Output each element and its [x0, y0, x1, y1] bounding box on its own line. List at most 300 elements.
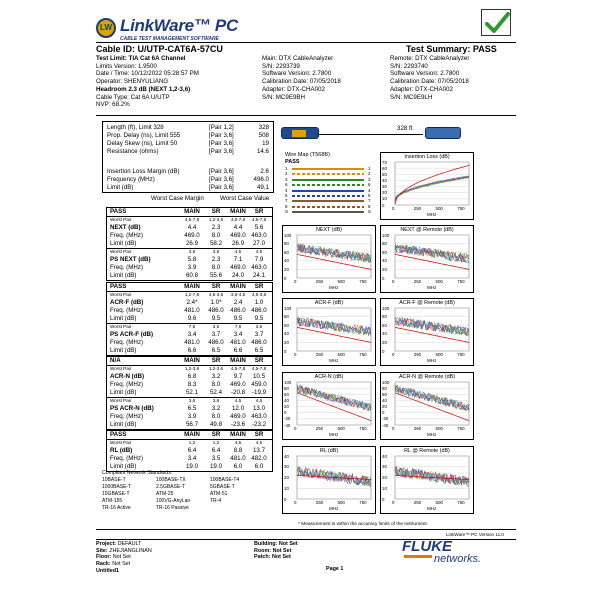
main-unit-icon — [281, 127, 319, 139]
table-row — [107, 357, 272, 365]
cell-value: 10.5 — [252, 373, 266, 380]
cell-value: 5.6 — [254, 224, 264, 231]
cell-value: 19.0 — [185, 463, 199, 470]
cell-value: 3.7 — [211, 331, 221, 338]
network-standard: 2.5GBASE-T — [156, 484, 185, 490]
x-tick-label: 250 — [315, 500, 324, 505]
x-tick-label: 750 — [359, 352, 367, 357]
y-tick-label: 20 — [382, 190, 387, 196]
footer-rule — [96, 539, 516, 540]
cell-value: MAIN — [230, 431, 246, 438]
row-label: Freq. (MHz) — [110, 455, 143, 462]
cell-value: 52.1 — [185, 389, 199, 396]
cell-value: 6.4 — [187, 447, 197, 454]
x-tick-label: 0 — [294, 500, 297, 505]
footer-field — [96, 568, 152, 575]
y-tick-label: 0 — [382, 202, 385, 208]
cell-value: -19.9 — [251, 389, 267, 396]
table-row — [107, 373, 272, 381]
footer-field-label: Room: — [254, 547, 272, 554]
graph-panel — [282, 225, 376, 293]
cell-value: 27.0 — [252, 240, 266, 247]
table-row — [107, 232, 272, 240]
row-label: ACR-N (dB) — [110, 373, 145, 380]
x-axis-label: MHz — [329, 432, 339, 437]
y-tick-label: 60 — [284, 391, 289, 397]
stat-value: 496.0 — [253, 176, 269, 183]
linkware-logo — [96, 14, 296, 44]
y-tick-label: 20 — [382, 266, 387, 272]
x-tick-label: 750 — [359, 500, 367, 505]
cell-value: 1,2-3,6 — [208, 366, 224, 371]
cell-value: 3,6 — [212, 249, 220, 254]
cell-value: 486.0 — [230, 307, 246, 314]
stat-label: Prop. Delay (ns), Limit 555 — [107, 132, 181, 139]
header-rule — [96, 42, 516, 43]
y-tick-label: 0 — [284, 275, 287, 281]
cell-value: 8.0 — [211, 381, 221, 388]
cell-value: 12.0 — [231, 405, 245, 412]
y-tick-label: 30 — [382, 464, 387, 470]
test-info — [96, 55, 199, 109]
y-tick-label: 100 — [284, 305, 292, 311]
x-tick-label: 500 — [337, 426, 345, 431]
cell-value: 4,5 — [255, 249, 263, 254]
cell-value: 2.4* — [186, 299, 198, 306]
y-tick-label: 20 — [382, 475, 387, 480]
row-separator — [107, 323, 272, 324]
footer-field-value: Untitled1 — [96, 567, 120, 574]
wire-pair-line — [292, 173, 364, 175]
cell-value: 6.5 — [211, 347, 221, 354]
cell-value: 463.0 — [251, 413, 267, 420]
table-row — [107, 240, 272, 248]
cell-value: SR — [254, 283, 264, 290]
footer-field-value: Not Set — [271, 554, 291, 561]
cell-value: 3.9 — [187, 264, 197, 271]
cell-value: 4,5-7,8 — [251, 366, 267, 371]
y-tick-label: 100 — [382, 379, 390, 385]
stat-label: Insertion Loss Margin (dB) — [107, 168, 180, 175]
cell-value: 7,8 — [234, 324, 242, 329]
cell-value: 24.0 — [231, 272, 245, 279]
table-row — [107, 264, 272, 272]
x-tick-label: 500 — [337, 279, 345, 284]
footer-field — [96, 554, 152, 561]
wire-pin-right: 8 — [368, 203, 371, 209]
cell-value: 4,5-7,8 — [230, 217, 246, 222]
cell-value: 4.4 — [187, 224, 197, 231]
x-axis-label: MHz — [427, 506, 437, 511]
y-tick-label: 40 — [284, 331, 289, 337]
cell-value: MAIN — [184, 208, 200, 215]
y-tick-label: 60 — [382, 322, 387, 328]
cell-value: 58.2 — [209, 240, 223, 247]
cell-value: 3.9 — [187, 413, 197, 420]
footer-field-value: Not Set — [278, 541, 298, 547]
network-standard: 5GBASE-T — [210, 484, 235, 490]
remote-info-line: Remote: DTX CableAnalyzer — [390, 55, 470, 62]
cell-value: 6.6 — [187, 347, 197, 354]
cell-value: 4,5 — [234, 398, 242, 403]
main-unit-info — [262, 55, 341, 101]
cell-value: SR — [254, 357, 264, 364]
main-info-line: Software Version: 2.7800 — [262, 70, 332, 78]
stat-pair: [Pair 3,6] — [209, 140, 234, 147]
graph-panel — [380, 298, 474, 366]
y-tick-label: 80 — [284, 385, 289, 391]
x-tick-label: 250 — [315, 279, 324, 284]
cell-value: 481.0 — [230, 339, 246, 346]
graph-title: ACR-F (dB) — [314, 300, 344, 306]
row-label: PASS — [110, 208, 127, 215]
cell-value: MAIN — [230, 357, 246, 364]
cell-value: 3,6 — [188, 398, 196, 403]
y-tick-label: 70 — [382, 159, 387, 165]
x-axis-label: MHz — [329, 285, 339, 290]
y-tick-label: -20 — [382, 416, 389, 422]
y-tick-label: 0 — [382, 410, 385, 416]
x-tick-label: 500 — [435, 426, 443, 431]
y-tick-label: 30 — [284, 464, 289, 470]
y-tick-label: 100 — [382, 305, 390, 311]
remote-unit-icon — [425, 127, 461, 139]
table-row — [107, 339, 272, 347]
row-label: Limit (dB) — [110, 389, 137, 396]
wire-map — [284, 152, 376, 217]
wire-map-title: Wire Map (T568B) — [285, 152, 330, 158]
wire-pin-left: 3 — [285, 176, 288, 182]
cell-value: 9.7 — [233, 373, 243, 380]
stat-label: Resistance (ohms) — [107, 148, 159, 155]
y-tick-label: 10 — [382, 485, 387, 491]
stat-pair: [Pair 3,6] — [209, 148, 234, 155]
cell-value: 459.0 — [251, 381, 267, 388]
cell-value: 3,6 — [212, 398, 220, 403]
cell-value: 1,2 — [212, 440, 220, 445]
cell-value: SR — [254, 208, 264, 215]
table-row — [107, 307, 272, 315]
network-standard: 10GBASE-T — [102, 491, 130, 497]
cell-value: 3,6 — [188, 249, 196, 254]
graph-panel — [380, 225, 474, 293]
footer-field — [96, 548, 152, 555]
table-row — [107, 315, 272, 323]
table-row — [107, 397, 272, 405]
cell-value: 3.2 — [211, 405, 221, 412]
table-row — [107, 447, 272, 455]
x-tick-label: 250 — [413, 352, 422, 357]
cell-value: MAIN — [184, 357, 200, 364]
y-tick-label: 10 — [382, 196, 387, 202]
row-label: N/A — [110, 357, 121, 364]
row-label: PS ACR-F (dB) — [110, 331, 154, 338]
row-label: PS NEXT (dB) — [110, 256, 151, 263]
wire-pin-left: S — [285, 209, 289, 215]
wire-pair-line — [292, 184, 364, 186]
check-icon — [481, 9, 511, 36]
cell-value: MAIN — [184, 283, 200, 290]
x-tick-label: 0 — [294, 279, 297, 284]
table-row — [107, 365, 272, 373]
cell-value: SR — [211, 208, 221, 215]
cell-value: -23.6 — [230, 421, 246, 428]
x-tick-label: 0 — [392, 352, 395, 357]
remote-info-line: S/N: MC9E9LH — [390, 93, 433, 101]
wire-pair-line — [292, 190, 364, 192]
y-tick-label: 20 — [382, 339, 387, 345]
network-standard: TR-4 — [210, 498, 222, 504]
row-label: Worst Pair — [110, 292, 132, 297]
y-tick-label: 0 — [382, 348, 385, 354]
table-row — [107, 323, 272, 331]
x-tick-label: 250 — [413, 206, 422, 211]
y-tick-label: 80 — [284, 241, 289, 247]
row-label: Freq. (MHz) — [110, 264, 143, 271]
cell-value: 463.0 — [251, 232, 267, 239]
cell-value: 4,5-7,8 — [184, 217, 200, 222]
cell-value: 486.0 — [251, 307, 267, 314]
y-tick-label: 20 — [284, 404, 289, 410]
result-table — [106, 430, 273, 472]
footer-field-value: DEFAULT — [117, 541, 142, 547]
row-label: ACR-F (dB) — [110, 299, 144, 306]
cable-id: Cable ID: U/UTP-CAT6A-57CU — [96, 44, 223, 54]
cell-value: 1.0* — [210, 299, 222, 306]
y-tick-label: 20 — [284, 266, 289, 272]
stat-label: Limit (dB) — [107, 184, 134, 191]
x-tick-label: 250 — [413, 500, 422, 505]
y-tick-label: 40 — [284, 258, 289, 264]
row-label: NEXT (dB) — [110, 224, 141, 231]
cell-value: -23.2 — [251, 421, 267, 428]
footer-field-label: Site: — [96, 547, 108, 554]
row-label: Limit (dB) — [110, 240, 137, 247]
cell-value: 6.5 — [187, 405, 197, 412]
lw-badge-icon: LW — [96, 18, 116, 38]
table-row — [107, 331, 272, 339]
y-tick-label: 0 — [382, 496, 385, 502]
x-axis-label: MHz — [329, 358, 339, 363]
cell-value: 481.0 — [230, 455, 246, 462]
cell-value: 4,5-7,8 — [230, 366, 246, 371]
graph-panel — [282, 446, 376, 514]
x-tick-label: 500 — [337, 352, 345, 357]
main-info-line: S/N: MC9E9BH — [262, 93, 305, 101]
y-tick-label: 0 — [382, 275, 385, 281]
cell-value: MAIN — [230, 208, 246, 215]
fluke-logo: FLUKE — [402, 538, 452, 555]
cell-value: SR — [254, 431, 264, 438]
row-label: Limit (dB) — [110, 421, 137, 428]
table-row — [107, 431, 272, 439]
cell-value: 1,2-3,6 — [184, 366, 200, 371]
x-tick-label: 0 — [294, 352, 297, 357]
stat-pair: [Pair 3,6] — [209, 176, 234, 183]
worst-value-header: Worst Case Value — [220, 195, 270, 202]
cell-value: 3.2 — [211, 373, 221, 380]
test-info-line: NVP: 68.2% — [96, 101, 130, 109]
network-standard: TR-16 Passive — [156, 505, 189, 511]
row-label: Limit (dB) — [110, 315, 137, 322]
cell-value: 1,2-7,8 — [184, 292, 200, 297]
y-tick-label: 0 — [284, 410, 287, 416]
y-tick-label: 40 — [382, 258, 387, 264]
network-standard: ATM-155 — [102, 498, 123, 504]
cell-value: 9.5 — [211, 315, 221, 322]
row-label: Worst Pair — [110, 440, 132, 445]
y-tick-label: 10 — [284, 485, 289, 491]
cell-value: 486.0 — [208, 339, 224, 346]
graph-title: NEXT (dB) — [316, 227, 342, 233]
stat-label: Frequency (MHz) — [107, 176, 155, 183]
x-tick-label: 250 — [315, 352, 324, 357]
footer-field-label: Rack: — [96, 561, 111, 568]
x-axis-label: MHz — [427, 432, 437, 437]
footer-field-value: Not Set — [272, 547, 292, 554]
cell-value: 7.1 — [233, 256, 243, 263]
cell-value: 56.7 — [185, 421, 199, 428]
cell-value: MAIN — [184, 431, 200, 438]
row-label: Worst Pair — [110, 249, 132, 254]
table-row — [107, 421, 272, 429]
main-info-line: Adapter: DTX-CHA002 — [262, 85, 325, 93]
table-row — [107, 291, 272, 299]
cell-value: 3.7 — [254, 331, 264, 338]
row-label: Limit (dB) — [110, 463, 137, 470]
cable-diagram — [279, 121, 463, 147]
y-tick-label: 100 — [382, 232, 390, 238]
network-standard: 100BASE-TX — [156, 477, 186, 483]
wire-pair-line — [292, 195, 364, 197]
cell-value: 3,6-4,5 — [230, 292, 246, 297]
footer-location-info — [254, 541, 298, 561]
stat-value: 19 — [262, 140, 269, 147]
graph-panel — [282, 298, 376, 366]
table-row — [107, 439, 272, 447]
cell-value: 6.0 — [254, 463, 264, 470]
x-axis-label: MHz — [329, 506, 339, 511]
wire-pin-right: 6 — [368, 182, 371, 188]
wire-pin-left: 6 — [285, 182, 288, 188]
x-tick-label: 750 — [457, 500, 465, 505]
cell-value: 55.6 — [209, 272, 223, 279]
cell-value: 8.8 — [233, 447, 243, 454]
x-tick-label: 250 — [413, 279, 422, 284]
standards-title: Compliant Network Standards: — [102, 470, 173, 476]
y-tick-label: 0 — [284, 348, 287, 354]
row-label: Worst Pair — [110, 324, 132, 329]
footer-field-label: Patch: — [254, 554, 271, 561]
remote-info-line: Software Version: 2.7800 — [390, 70, 460, 78]
cell-value: MAIN — [230, 283, 246, 290]
result-table — [106, 356, 273, 430]
footer-project-info — [96, 541, 152, 575]
footer-field-value: ZHEJIANGLINAN — [109, 547, 152, 554]
x-tick-label: 750 — [457, 279, 465, 284]
y-tick-label: 60 — [382, 391, 387, 397]
cell-value: 469.0 — [230, 413, 246, 420]
footer-field — [254, 554, 298, 561]
cell-value: 19.0 — [209, 463, 223, 470]
y-tick-label: 40 — [382, 177, 387, 183]
stat-value: 508 — [258, 132, 269, 139]
cell-value: 3.4 — [187, 331, 197, 338]
footer-field — [254, 541, 298, 548]
graph-title: RL (dB) — [319, 448, 339, 454]
cell-value: 8.0 — [211, 413, 221, 420]
cell-value: 6.0 — [233, 463, 243, 470]
cell-value: SR — [211, 431, 221, 438]
test-info-line: Limits Version: 1.9500 — [96, 62, 157, 70]
y-tick-label: 80 — [382, 241, 387, 247]
table-row — [107, 216, 272, 224]
x-axis-label: MHz — [427, 358, 437, 363]
y-tick-label: 40 — [284, 397, 289, 403]
y-tick-label: 20 — [382, 404, 387, 410]
wire-pair-line — [292, 206, 364, 208]
x-tick-label: 750 — [359, 426, 367, 431]
y-tick-label: 60 — [284, 322, 289, 328]
x-tick-label: 0 — [392, 279, 395, 284]
cell-value: 4,5-7,8 — [251, 217, 267, 222]
graph-panel — [282, 372, 376, 440]
graph-title: ACR-N @ Remote (dB) — [398, 374, 456, 380]
cell-value: 481.0 — [184, 307, 200, 314]
cell-value: 2.3 — [211, 224, 221, 231]
y-tick-label: 100 — [284, 379, 292, 385]
wire-map-status: PASS — [285, 159, 300, 165]
row-label: Worst Pair — [110, 366, 132, 371]
accuracy-footnote: * Measurement is within the accuracy limits of the instrument. — [298, 522, 429, 527]
cell-value: 4,5 — [234, 249, 242, 254]
x-tick-label: 750 — [359, 279, 367, 284]
cell-value: 469.0 — [230, 264, 246, 271]
graph-title: ACR-N (dB) — [314, 374, 344, 380]
row-label: Freq. (MHz) — [110, 381, 143, 388]
stat-label: Delay Skew (ns), Limit 50 — [107, 140, 178, 147]
wire-pin-right: 1 — [368, 166, 371, 171]
cell-value: SR — [211, 283, 221, 290]
x-tick-label: 0 — [392, 206, 395, 211]
y-tick-label: 40 — [382, 453, 387, 459]
x-tick-label: 500 — [435, 500, 443, 505]
row-label: Freq. (MHz) — [110, 232, 143, 239]
wire-pin-left: 8 — [285, 203, 288, 209]
x-tick-label: 500 — [337, 500, 345, 505]
cell-value: 482.0 — [251, 455, 267, 462]
footer-field-label: Floor: — [96, 554, 112, 561]
y-tick-label: 0 — [284, 496, 287, 502]
row-label: PASS — [110, 283, 127, 290]
row-separator — [107, 397, 272, 398]
cable-line — [319, 134, 423, 135]
stat-value: 14.6 — [256, 148, 269, 155]
wire-pin-right: 5 — [368, 193, 371, 198]
x-tick-label: 750 — [457, 426, 465, 431]
section-rule — [96, 115, 516, 116]
cell-value: 4,5 — [255, 398, 263, 403]
cell-value: 469.0 — [230, 232, 246, 239]
network-standard: 1000BASE-T — [102, 484, 132, 490]
cell-value: 4,5 — [255, 440, 263, 445]
wire-pin-right: 2 — [368, 171, 371, 177]
row-separator — [107, 248, 272, 249]
y-tick-label: 80 — [382, 385, 387, 391]
row-label: Freq. (MHz) — [110, 307, 143, 314]
cell-value: 4.4 — [233, 224, 243, 231]
test-info-line: Date / Time: 10/12/2022 05:28:57 PM — [96, 70, 199, 78]
